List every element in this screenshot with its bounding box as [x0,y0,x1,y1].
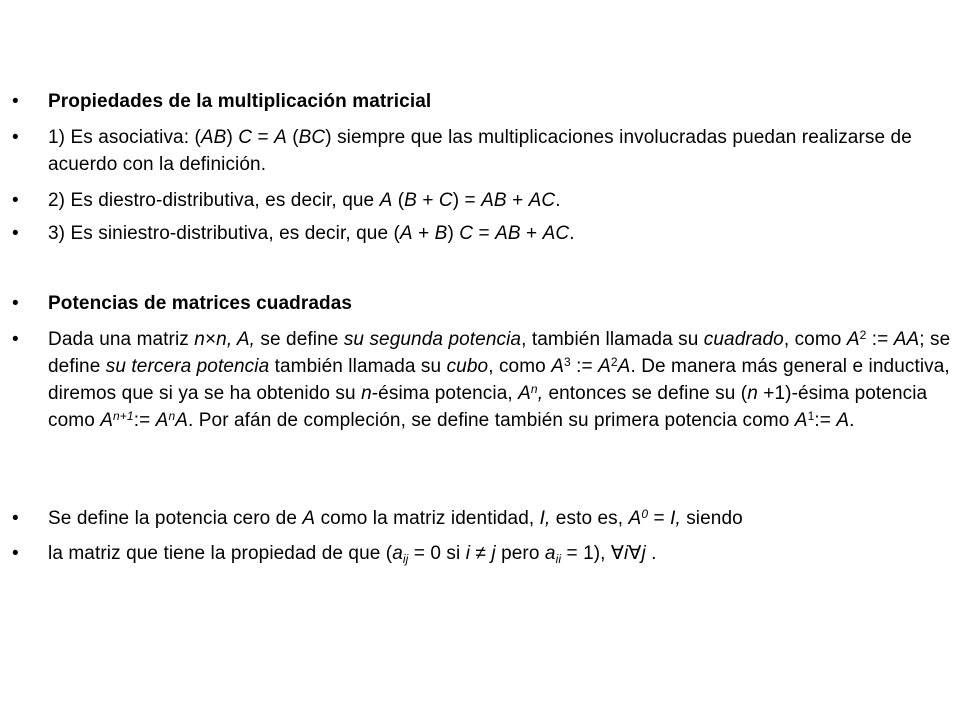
bullet-dot: • [12,329,19,350]
associative-text: 1) Es asociativa: (AB) C = A (BC) siempre que las multiplicaciones involucradas puedan realizarse de acuerdo con la definición. [48,127,912,175]
bullet-dot: • [12,223,19,244]
bullet-dot: • [12,293,19,314]
zero-power-text: Se define la potencia cero de A como la matriz identidad, I, esto es, $A^0 = I$, siendo [48,507,743,529]
bullet-dot: • [12,190,19,211]
bullet-dot: • [12,543,19,564]
identity-matrix-text: la matriz que tiene la propiedad de que ($a_{ij} = 0$ si i ≠ j pero $a_{ii} = 1$), ∀i∀j . [48,543,657,566]
bullet-dot: • [12,127,19,148]
left-distributive-text: 3) Es siniestro-distributiva, es decir, que (A + B) C = AB + AC. [48,223,575,244]
powers-definition-text: Dada una matriz n×n, A, se define su segunda potencia, también llamada su cuadrado, como $A^2$ := AA; se define su tercera potencia también llamada su cubo, como $A^3$ := $A^2A$. De manera más general e inductiva, diremos que si ya se ha obtenido su n-ésima potencia, $A^n$, entonces se define su (n +1)-ésima potencia como $A^{n+1}:= A^nA$. Por afán de compleción, se define también su primera potencia como $A^1:= A$. [48,328,951,431]
right-distributive-text: 2) Es diestro-distributiva, es decir, que A (B + C) = AB + AC. [48,190,561,211]
bullet-dot: • [12,508,19,529]
heading-powers: Potencias de matrices cuadradas [48,293,353,314]
heading-properties: Propiedades de la multiplicación matricial [48,91,432,112]
bullet-dot: • [12,91,19,112]
